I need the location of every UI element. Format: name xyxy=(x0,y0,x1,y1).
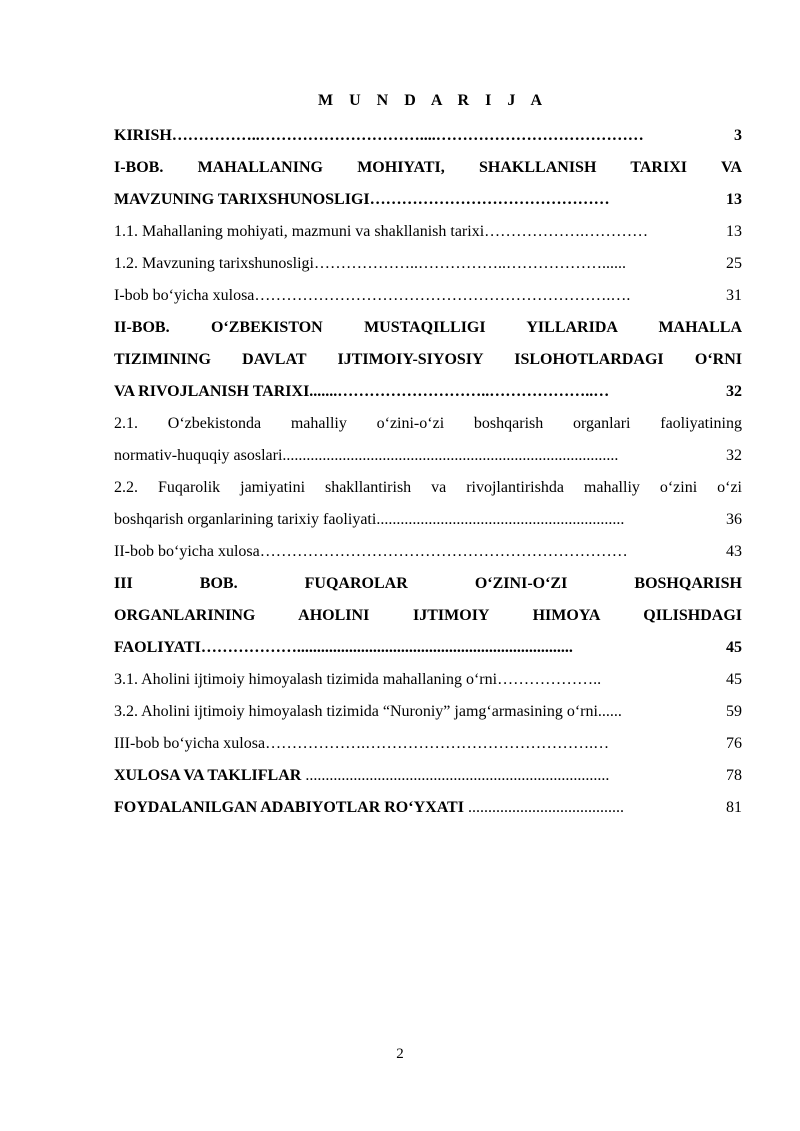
toc-leader: ……………….. xyxy=(497,671,602,688)
toc-leader: ............................................................................ xyxy=(305,767,610,784)
toc-entry-text: VA RIVOJLANISH TARIXI xyxy=(114,383,310,400)
toc-entry-text: boshqarish organlarining tarixiy faoliyati xyxy=(114,511,377,528)
toc-page-number: 31 xyxy=(726,287,742,304)
toc-page-number: 45 xyxy=(726,639,742,656)
toc-leader: .................................................................................... xyxy=(282,447,619,464)
toc-leader: .......………………………..………………..… xyxy=(309,383,610,400)
toc-entry-text: II-bob bo‘yicha xulosa xyxy=(114,543,260,560)
toc-entry-references xyxy=(114,792,742,824)
toc-page-number: 36 xyxy=(726,511,742,528)
toc-entry-conclusion-2 xyxy=(114,536,742,568)
toc-chapter-3-line: III BOB. FUQAROLAR O‘ZINI-O‘ZI BOSHQARISH xyxy=(114,575,742,592)
toc-leader: …………………………………………………………… xyxy=(259,543,628,560)
toc-title: M U N D A R I J A xyxy=(317,92,548,109)
toc-page-number: 32 xyxy=(726,447,742,464)
toc-entry-text: FOYDALANILGAN ADABIYOTLAR RO‘YXATI xyxy=(114,799,468,816)
toc-entry-text: FAOLIYATI xyxy=(114,639,201,656)
toc-entry-chapter-2 xyxy=(114,376,742,408)
toc-chapter-3-line: ORGANLARINING AHOLINI IJTIMOIY HIMOYA QILISHDAGI xyxy=(114,607,742,624)
toc-leader: .............................................................. xyxy=(376,511,625,528)
toc-entry-2-2 xyxy=(114,504,742,536)
toc-page-number: 32 xyxy=(726,383,742,400)
toc-entry-3-1 xyxy=(114,664,742,696)
table-of-contents xyxy=(114,92,742,824)
toc-entry-3-2 xyxy=(114,696,742,728)
toc-leader: ……………….…………………………………….… xyxy=(265,735,610,752)
toc-page-number: 45 xyxy=(726,671,742,688)
toc-entry-text: MAVZUNING TARIXSHUNOSLIGI xyxy=(114,191,370,208)
toc-page-number: 81 xyxy=(726,799,742,816)
toc-leader: ...... xyxy=(597,703,622,720)
toc-entry-text: 1.2. Mavzuning tarixshunosligi xyxy=(114,255,314,272)
toc-entry-2-1 xyxy=(114,440,742,472)
toc-entry-chapter-1 xyxy=(114,184,742,216)
toc-section-2-1-line: 2.1. O‘zbekistonda mahalliy o‘zini-o‘zi boshqarish organlari faoliyatining xyxy=(114,415,742,432)
toc-entry-text: 1.1. Mahallaning mohiyati, mazmuni va shakllanish tarixi xyxy=(114,223,485,240)
toc-leader: ....................................... xyxy=(467,799,624,816)
toc-entry-1-1 xyxy=(114,216,742,248)
toc-leader: ………………..................................................................... xyxy=(200,639,573,656)
toc-entry-text: 3.2. Aholini ijtimoiy himoyalash tizimida “Nuroniy” jamg‘armasining o‘rni xyxy=(114,703,598,720)
toc-entry-xulosa xyxy=(114,760,742,792)
toc-leader: ………………………………………………………….…. xyxy=(254,287,631,304)
toc-entry-chapter-3 xyxy=(114,632,742,664)
page-number: 2 xyxy=(396,1046,404,1062)
toc-entry-text: 3.1. Aholini ijtimoiy himoyalash tizimida mahallaning o‘rni xyxy=(114,671,498,688)
toc-entry-text: III-bob bo‘yicha xulosa xyxy=(114,735,266,752)
toc-entry-text: I-bob bo‘yicha xulosa xyxy=(114,287,255,304)
toc-entry-text: XULOSA VA TAKLIFLAR xyxy=(114,767,306,784)
toc-page-number: 3 xyxy=(734,127,742,144)
toc-page-number: 59 xyxy=(726,703,742,720)
toc-chapter-2-line: II-BOB. O‘ZBEKISTON MUSTAQILLIGI YILLARIDA MAHALLA xyxy=(114,319,742,336)
toc-entry-conclusion-1 xyxy=(114,280,742,312)
toc-entry-1-2 xyxy=(114,248,742,280)
toc-chapter-2-line: TIZIMINING DAVLAT IJTIMOIY-SIYOSIY ISLOHOTLARDAGI O‘RNI xyxy=(114,351,742,368)
toc-entry-text: KIRISH xyxy=(114,127,172,144)
toc-leader: ………………..……………..………………...... xyxy=(313,255,626,272)
toc-page-number: 76 xyxy=(726,735,742,752)
toc-leader: ……………….………… xyxy=(484,223,649,240)
toc-leader: ……………………………………… xyxy=(369,191,610,208)
toc-entry-text: normativ-huquqiy asoslari xyxy=(114,447,283,464)
toc-page-number: 25 xyxy=(726,255,742,272)
toc-page-number: 13 xyxy=(726,191,742,208)
toc-entry-kirish xyxy=(114,120,742,152)
toc-page-number: 78 xyxy=(726,767,742,784)
toc-page-number: 43 xyxy=(726,543,742,560)
toc-entry-conclusion-3 xyxy=(114,728,742,760)
toc-leader: ……………..…………………………....………………………………… xyxy=(171,127,644,144)
toc-section-2-2-line: 2.2. Fuqarolik jamiyatini shakllantirish va rivojlantirishda mahalliy o‘zini o‘zi xyxy=(114,479,742,496)
toc-page-number: 13 xyxy=(726,223,742,240)
toc-chapter-1-line: I-BOB. MAHALLANING MOHIYATI, SHAKLLANISH TARIXI VA xyxy=(114,159,742,176)
